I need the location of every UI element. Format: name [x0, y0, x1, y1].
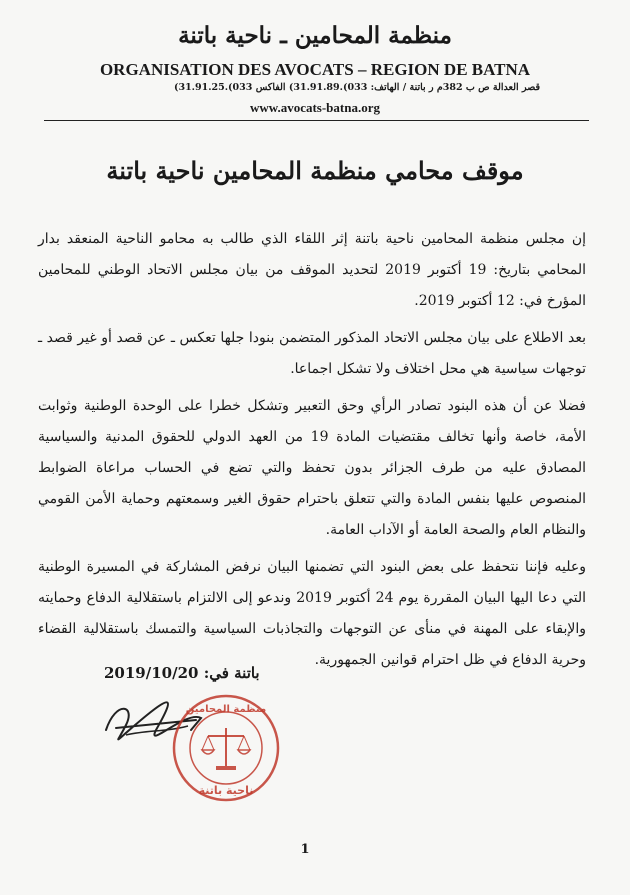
paragraph-2: بعد الاطلاع على بيان مجلس الاتحاد المذكور المتضمن بنودا جلها تعكس ـ عن قصد أو غير قصد ـ توجهات سياسية هي محل اختلاف ولا تشكل اجماعا. — [38, 330, 586, 377]
svg-text:ناحية باتنة: ناحية باتنة — [198, 784, 254, 797]
paragraph-4: وعليه فإننا نتحفظ على بعض البنود التي تضمنها البيان نرفض المشاركة في المسيرة الوطنية التي دعا اليها البيان المقررة يوم 24 أكتوبر 2019 وندعو إلى الالتزام باستقلالية الدفاع وحمايته والإبقاء على المهنة في منأى عن التوجهات والتجاذبات السياسية والتمسك باستقلالية القضاء وحرية الدفاع في ظل احترام قوانين الجمهورية. — [38, 559, 586, 668]
document-title: موقف محامي منظمة المحامين ناحية باتنة — [106, 156, 524, 185]
paragraph-3: فضلا عن أن هذه البنود تصادر الرأي وحق التعبير وتشكل خطرا على الوحدة الوطنية وثوابت الأمة، خاصة وأنها تخالف مقتضيات المادة 19 من العهد الدولي للحقوق المدنية والسياسية المصادق عليه من طرف الجزائر بدون تحفظ والتي تضع في الحساب مراعاة الضوابط المنصوص عليها بنفس المادة والتي تتعلق باحترام حقوق الغير وسمعتهم وحماية الأمن القومي والنظام العام والصحة العامة أو الآداب العامة. — [38, 398, 586, 538]
document-body — [38, 224, 586, 676]
header-address: قصر العدالة ص ب 382م ر باتنة / الهاتف: 033).31.91.89) الفاكس 033).31.91.25) — [173, 82, 540, 93]
header-divider — [44, 120, 589, 121]
signature-date: 2019/10/20 — [104, 664, 199, 682]
header-french-name: ORGANISATION DES AVOCATS – REGION DE BATNA — [99, 60, 531, 79]
stamp-signature — [96, 690, 306, 810]
page-number: 1 — [300, 842, 310, 857]
header-website: www.avocats-batna.org — [250, 100, 380, 115]
svg-text:منظمة المحامين: منظمة المحامين — [185, 704, 267, 715]
header-arabic-name: منظمة المحامين ـ ناحية باتنة — [178, 22, 452, 49]
signature-place-label: باتنة في: — [203, 664, 260, 682]
signature-date-line — [104, 664, 304, 682]
paragraph-1: إن مجلس منظمة المحامين ناحية باتنة إثر اللقاء الذي طالب به محامو الناحية المنعقد بدار المحامي بتاريخ: 19 أكتوبر 2019 لتحديد الموقف من بيان مجلس الاتحاد الوطني للمحامين المؤرخ في: 12 أكتوبر 2019. — [38, 231, 586, 309]
seal-icon — [174, 696, 278, 800]
